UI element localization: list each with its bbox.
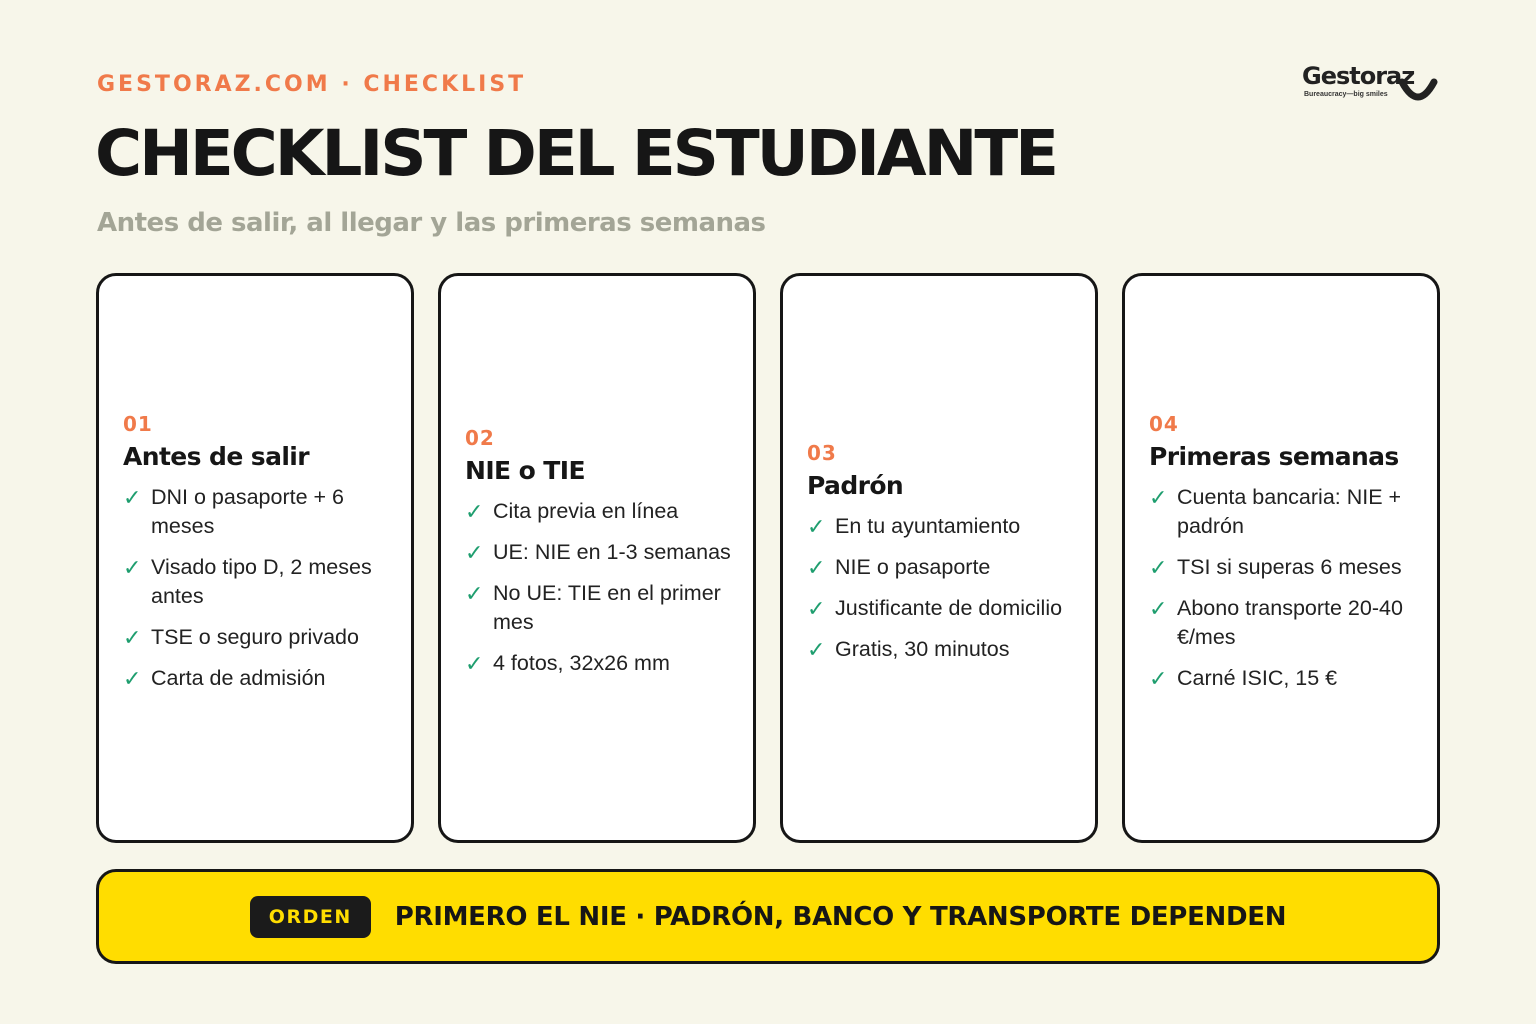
check-icon: ✓	[1149, 595, 1168, 621]
list-item	[807, 553, 1075, 582]
check-icon: ✓	[465, 581, 484, 606]
item-text: En tu ayuntamiento	[835, 513, 1021, 538]
logo-wordmark: Gestoraz	[1302, 62, 1415, 90]
list-item	[1149, 553, 1417, 582]
check-icon: ✓	[123, 484, 142, 510]
logo-tagline: Bureaucracy—big smiles	[1304, 91, 1388, 98]
card-nie-o-tie	[438, 273, 756, 843]
check-icon: ✓	[807, 636, 826, 662]
card-number: 02	[465, 426, 495, 450]
list-item	[465, 538, 733, 567]
card-title: Primeras semanas	[1149, 441, 1399, 471]
card-padron	[780, 273, 1098, 843]
item-text: TSE o seguro privado	[151, 624, 359, 649]
card-number: 04	[1149, 411, 1179, 436]
list-item	[807, 594, 1075, 623]
item-text: Visado tipo D, 2 meses antes	[151, 554, 372, 608]
list-item	[465, 579, 733, 637]
item-text: Cita previa en línea	[493, 499, 679, 523]
check-icon: ✓	[807, 513, 826, 539]
check-icon: ✓	[1149, 484, 1168, 510]
list-item	[123, 623, 391, 652]
order-label-badge: ORDEN	[250, 896, 371, 938]
item-text: 4 fotos, 32x26 mm	[493, 651, 670, 675]
check-icon: ✓	[807, 554, 826, 580]
item-text: Gratis, 30 minutos	[835, 636, 1010, 661]
item-text: Carta de admisión	[151, 665, 326, 690]
list-item	[123, 483, 391, 541]
list-item	[807, 512, 1075, 541]
item-text: Carné ISIC, 15 €	[1177, 665, 1338, 690]
check-icon: ✓	[465, 651, 484, 676]
page-subtitle: Antes de salir, al llegar y las primeras semanas	[97, 208, 766, 238]
gestoraz-logo	[1302, 62, 1442, 106]
card-number: 03	[807, 440, 837, 465]
card-title: Padrón	[807, 470, 904, 500]
list-item	[123, 664, 391, 693]
card-checklist	[123, 483, 391, 705]
check-icon: ✓	[465, 499, 484, 524]
item-text: NIE o pasaporte	[835, 554, 991, 579]
page-title: CHECKLIST DEL ESTUDIANTE	[95, 117, 1056, 190]
item-text: DNI o pasaporte + 6 meses	[151, 484, 345, 538]
card-title: Antes de salir	[123, 441, 310, 471]
card-antes-de-salir	[96, 273, 414, 843]
smile-icon	[1398, 78, 1438, 104]
list-item	[807, 635, 1075, 664]
card-primeras-semanas	[1122, 273, 1440, 843]
list-item	[1149, 594, 1417, 652]
item-text: No UE: TIE en el primer mes	[493, 581, 721, 634]
checklist-cards	[96, 273, 1440, 843]
order-banner	[96, 869, 1440, 964]
check-icon: ✓	[1149, 665, 1168, 691]
check-icon: ✓	[123, 665, 142, 691]
card-checklist	[807, 512, 1075, 676]
item-text: Abono transporte 20-40 €/mes	[1177, 595, 1403, 649]
list-item	[123, 553, 391, 611]
item-text: Justificante de domicilio	[835, 595, 1063, 620]
item-text: TSI si superas 6 meses	[1177, 554, 1402, 579]
check-icon: ✓	[465, 540, 484, 565]
list-item	[1149, 483, 1417, 541]
eyebrow: GESTORAZ.COM · CHECKLIST	[97, 72, 527, 97]
check-icon: ✓	[807, 595, 826, 621]
item-text: UE: NIE en 1-3 semanas	[493, 540, 731, 564]
item-text: Cuenta bancaria: NIE + padrón	[1177, 484, 1402, 538]
card-checklist	[1149, 483, 1417, 705]
check-icon: ✓	[123, 554, 142, 580]
check-icon: ✓	[123, 624, 142, 650]
list-item	[465, 497, 733, 526]
card-checklist	[465, 497, 733, 690]
card-number: 01	[123, 411, 153, 436]
list-item	[1149, 664, 1417, 693]
check-icon: ✓	[1149, 554, 1168, 580]
order-banner-text: PRIMERO EL NIE · PADRÓN, BANCO Y TRANSPORTE DEPENDEN	[394, 901, 1287, 932]
card-title: NIE o TIE	[465, 456, 585, 485]
list-item	[465, 649, 733, 678]
